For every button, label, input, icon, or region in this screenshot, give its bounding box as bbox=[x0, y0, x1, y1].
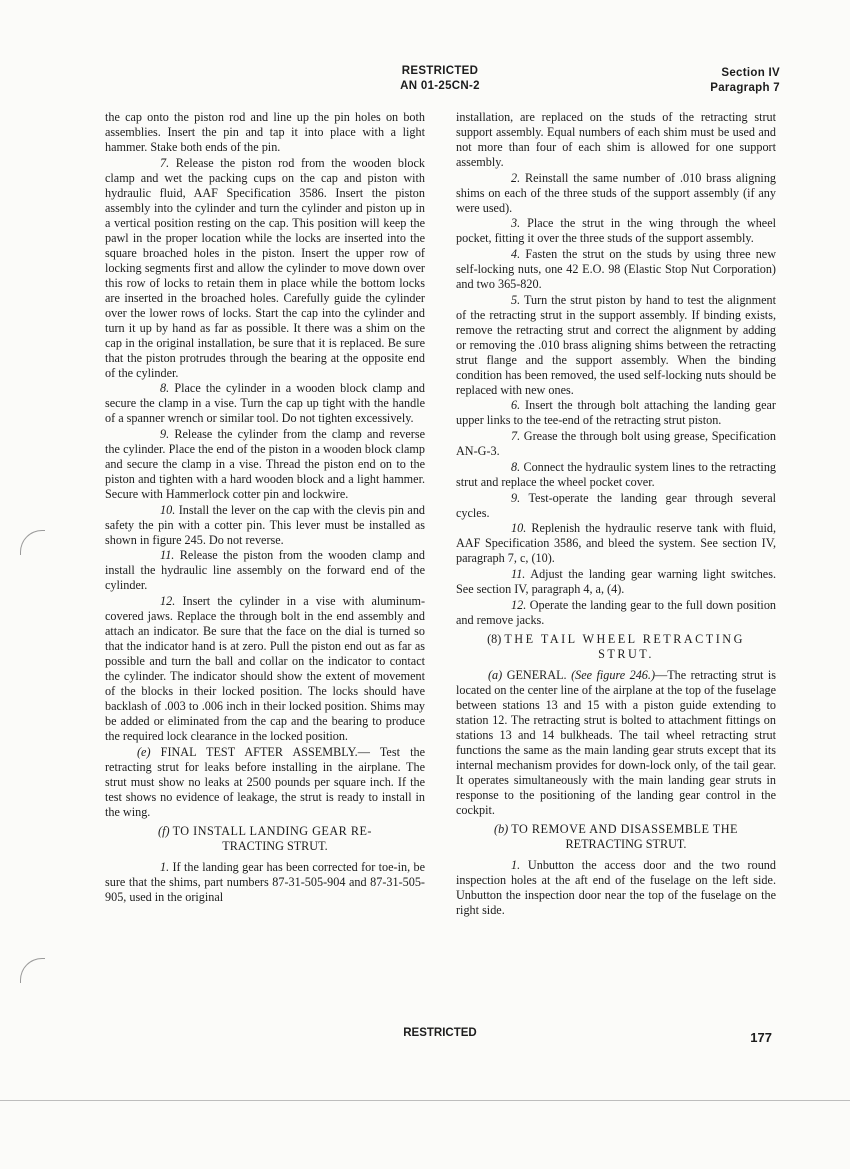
paragraph: the cap onto the piston rod and line up the pin holes on both assemblies. Insert the pin and tap it into place with a light hammer. Stake both ends of the pin. bbox=[105, 110, 425, 154]
step-12: 12. Insert the cylinder in a vise with aluminum-covered jaws. Replace the through bolt in the end assembly and attach an indicator. Be sure that the face on the dial is turned so that the indicator hand is at zero. Pull the piston end out as far as possible and turn the ball and collar on the indicator to contact the cylinder. The indicator should show the extent of movement of the blocks in their locked position. The locks should have backlash of .003 to .006 inch in their locked position. Shims may be added or eliminated from the cap and the bearing to produce the required lock clearance in the locked position. bbox=[105, 594, 426, 744]
section-8-heading: (8) THE TAIL WHEEL RETRACTING STRUT. bbox=[487, 631, 745, 661]
install-step-8: 8. Connect the hydraulic system lines to the retracting strut and replace the wheel pocket cover. bbox=[456, 459, 777, 489]
header-section: Section IV bbox=[721, 67, 780, 79]
subsection-e: (e) FINAL TEST AFTER ASSEMBLY.— Test the retracting strut for leaks before installing in the airplane. The strut must show no leaks at 2500 pounds per square inch. If the test shows no evidence of leakage, the strut is ready to install in the wing. bbox=[105, 744, 425, 819]
subsection-a: (a) GENERAL. (See figure 246.)—The retracting strut is located on the center line of the airplane at the top of the fuselage between stations 13 and 15 with a piston guide extending to station 12. The retracting strut is bolted to attachment fittings on stations 13 and 14 bulkheads. The tail wheel retracting strut functions the same as the main landing gear struts except that its internal mechanism provides for down-lock only, of the tail gear. It operates simultaneously with the main landing gear struts in response to the positioning of the landing gear control in the cockpit. bbox=[456, 667, 777, 817]
remove-step-1: 1. Unbutton the access door and the two round inspection holes at the aft end of the fuselage on the left side. Unbutton the inspection door near the top of the fuselage on the right side. bbox=[456, 857, 776, 917]
figure-reference: (See figure 246.) bbox=[571, 667, 656, 682]
paragraph: installation, are replaced on the studs of the retracting strut support assembly. Equal numbers of each shim must be used and not more than four of each shim is allowed for one support assembly. bbox=[456, 110, 776, 169]
header-paragraph: Paragraph 7 bbox=[710, 82, 780, 94]
install-step-10: 10. Replenish the hydraulic reserve tank with fluid, AAF Specification 3586, and bleed the system. See section IV, paragraph 7, c, (10). bbox=[456, 521, 776, 566]
header-center bbox=[380, 64, 500, 94]
header-classification: RESTRICTED bbox=[401, 65, 479, 77]
scan-edge-line bbox=[0, 1100, 850, 1101]
right-column bbox=[456, 110, 776, 918]
subsection-b-heading: (b) TO REMOVE AND DISASSEMBLE THE RETRACTING STRUT. bbox=[494, 821, 738, 851]
step-11: 11. Release the piston from the wooden clamp and install the hydraulic line assembly on the forward end of the cylinder. bbox=[105, 548, 426, 593]
install-step-3: 3. Place the strut in the wing through the wheel pocket, fitting it over the three studs of the support assembly. bbox=[456, 216, 776, 246]
step-10: 10. Install the lever on the cap with the clevis pin and safety the pin with a cotter pin. This lever must be installed as shown in figure 245. Do not reverse. bbox=[105, 502, 426, 547]
header-document-number: AN 01-25CN-2 bbox=[400, 80, 480, 92]
step-8: 8. Place the cylinder in a wooden block clamp and secure the clamp in a vise. Turn the cap up tight with the handle of a spanner wrench or similar tool. Do not tighten excessively. bbox=[105, 381, 426, 426]
footer-classification: RESTRICTED bbox=[403, 1027, 477, 1039]
subsection-heading: GENERAL. bbox=[506, 667, 567, 682]
header-right bbox=[640, 66, 780, 96]
subsection-heading: FINAL TEST AFTER ASSEMBLY.— bbox=[160, 744, 370, 759]
install-step-1: 1. If the landing gear has been corrected for toe-in, be sure that the shims, part numbers 87-31-505-904 and 87-31-505-905, used in the original bbox=[105, 859, 425, 904]
step-7: 7. Release the piston rod from the wooden block clamp and wet the packing cups on the cap and piston with hydraulic fluid, AAF Specification 3586. Insert the piston assembly into the cylinder and turn the cylinder and piston up in a vertical position resting on the cap. This position will keep the pawl in the proper location while the locks are inserted into the square broached holes in the piston. Insert the upper row of locking segments first and allow the cylinder to move down over this row of locks to retain them in place while the bottom locks are inserted in the broached holes. Carefully guide the cylinder over the lower rows of locks. Start the cap into the cylinder and turn it up by hand as far as possible. It there was a shim on the cap in the original installation, be sure that it is replaced. Be sure that the piston protrudes through the bearing at the opposite end of the cylinder. bbox=[105, 155, 426, 380]
subsection-f-heading: (f) TO INSTALL LANDING GEAR RE- TRACTING STRUT. bbox=[158, 823, 372, 853]
install-step-2: 2. Reinstall the same number of .010 brass aligning shims on each of the three studs of the support assembly (if any were used). bbox=[456, 170, 777, 215]
install-step-5: 5. Turn the strut piston by hand to test the alignment of the retracting strut in the support assembly. If binding exists, remove the retracting strut and correct the alignment by adding or removing the .010 brass aligning shims between the retracting strut flange and the support assembly. When the binding condition has been removed, the used self-locking nuts should be replaced with new ones. bbox=[456, 292, 777, 397]
install-step-12: 12. Operate the landing gear to the full down position and remove jacks. bbox=[456, 597, 777, 627]
step-9: 9. Release the cylinder from the clamp and reverse the cylinder. Place the end of the piston in a wooden block clamp and secure the clamp in a vise. Thread the piston end on to the piston and tighten with a hard wooden block and a light hammer. Secure with Hammerlock cotter pin and lockwire. bbox=[105, 427, 425, 502]
install-step-11: 11. Adjust the landing gear warning light switches. See section IV, paragraph 4, a, (4). bbox=[456, 566, 776, 596]
page-number: 177 bbox=[750, 1030, 772, 1045]
binder-hole-mark bbox=[20, 958, 45, 983]
binder-hole-mark bbox=[20, 530, 45, 555]
install-step-7: 7. Grease the through bolt using grease, Specification AN-G-3. bbox=[456, 429, 776, 459]
install-step-4: 4. Fasten the strut on the studs by using three new self-locking nuts, one 42 E.O. 98 (Elastic Stop Nut Corporation) and two 365-820. bbox=[456, 247, 777, 292]
install-step-9: 9. Test-operate the landing gear through several cycles. bbox=[456, 490, 776, 520]
left-column bbox=[105, 110, 425, 906]
install-step-6: 6. Insert the through bolt attaching the landing gear upper links to the tee-end of the retracting strut piston. bbox=[456, 398, 776, 428]
